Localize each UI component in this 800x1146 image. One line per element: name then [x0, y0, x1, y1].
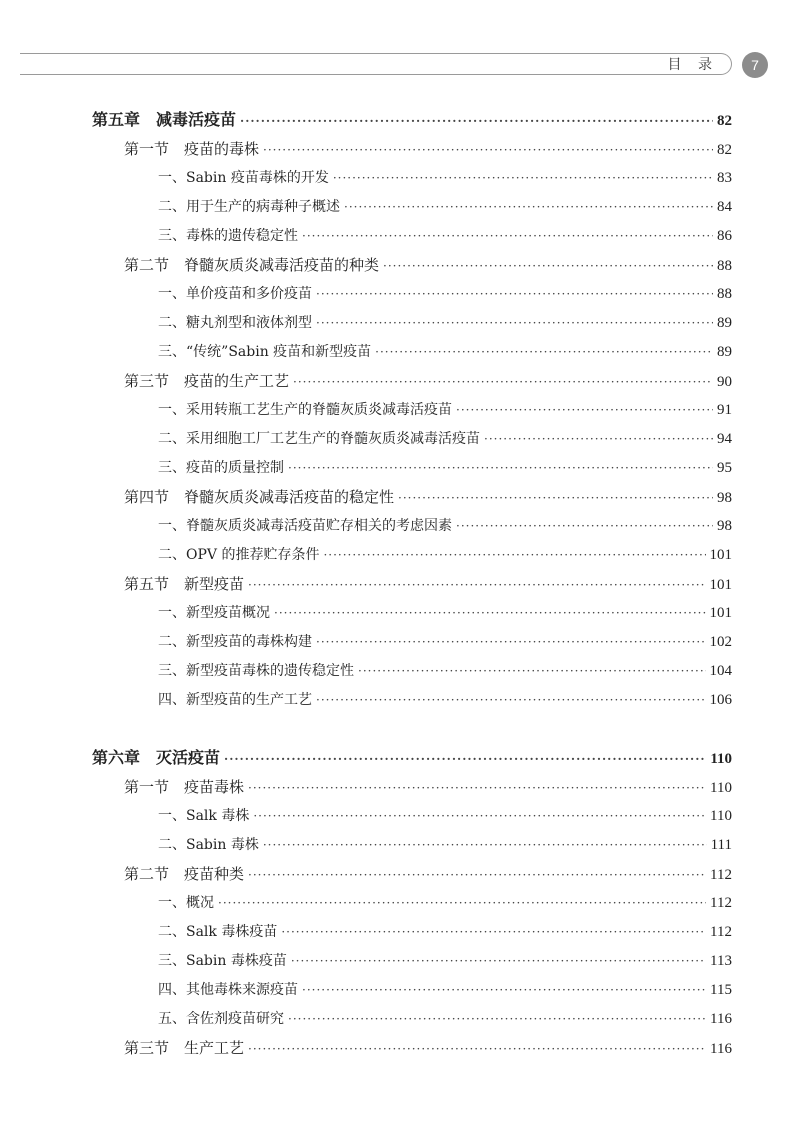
- toc-entry-title: 四、其他毒株来源疫苗: [158, 982, 298, 998]
- toc-entry-title: 一、概况: [158, 895, 214, 911]
- toc-entry-title: 一、采用转瓶工艺生产的脊髓灰质炎减毒活疫苗: [158, 402, 452, 418]
- toc-entry-sub: [158, 833, 732, 857]
- toc-entry-page: 94: [717, 431, 732, 447]
- dot-leader: [323, 543, 705, 567]
- dot-leader: [398, 486, 713, 510]
- toc-entry-title: 三、“传统”Sabin 疫苗和新型疫苗: [158, 344, 372, 360]
- dot-leader: [375, 340, 713, 364]
- dot-leader: [263, 138, 713, 162]
- toc-entry-title: 三、Sabin 毒株疫苗: [158, 953, 287, 969]
- dot-leader: [316, 311, 713, 335]
- header-rule: [20, 53, 732, 75]
- dot-leader: [248, 776, 706, 800]
- page-number-badge: 7: [742, 52, 768, 78]
- dot-leader: [248, 1037, 706, 1061]
- toc-entry-page: 101: [709, 605, 732, 621]
- toc-entry-title: 第三节 疫苗的生产工艺: [124, 372, 290, 390]
- toc-entry-page: 86: [717, 228, 732, 244]
- dot-leader: [274, 601, 706, 625]
- toc-entry-title: 二、新型疫苗的毒株构建: [158, 634, 312, 650]
- toc-entry-title: 第五节 新型疫苗: [124, 575, 245, 593]
- toc-entry-section: [124, 485, 732, 509]
- toc-entry-sub: [158, 311, 732, 335]
- toc-entry-sub: [158, 978, 732, 1002]
- dot-leader: [358, 659, 706, 683]
- toc-entry-sub: [158, 601, 732, 625]
- toc-entry-title: 第五章 减毒活疫苗: [92, 110, 237, 129]
- toc-entry-sub: [158, 891, 732, 915]
- toc-entry-sub: [158, 804, 732, 828]
- dot-leader: [248, 573, 705, 597]
- toc-entry-sub: [158, 224, 732, 248]
- toc-entry-page: 91: [717, 402, 732, 418]
- dot-leader: [316, 282, 713, 306]
- dot-leader: [316, 630, 706, 654]
- toc-entry-page: 84: [717, 199, 732, 215]
- toc-entry-title: 二、采用细胞工厂工艺生产的脊髓灰质炎减毒活疫苗: [158, 431, 480, 447]
- toc-entry-page: 112: [710, 867, 732, 883]
- toc-entry-title: 一、新型疫苗概况: [158, 605, 270, 621]
- toc-entry-page: 104: [709, 663, 732, 679]
- toc-entry-page: 95: [717, 460, 732, 476]
- toc-entry-sub: [158, 688, 732, 712]
- toc-entry-page: 102: [709, 634, 732, 650]
- dot-leader: [291, 949, 706, 973]
- dot-leader: [288, 456, 713, 480]
- toc-entry-sub: [158, 949, 732, 973]
- toc-entry-title: 四、新型疫苗的生产工艺: [158, 692, 312, 708]
- toc-entry-title: 第一节 疫苗的毒株: [124, 140, 260, 158]
- dot-leader: [293, 370, 713, 394]
- dot-leader: [263, 833, 707, 857]
- toc-entry-chapter: [92, 108, 732, 132]
- toc-entry-title: 三、疫苗的质量控制: [158, 460, 284, 476]
- toc-entry-sub: [158, 282, 732, 306]
- dot-leader: [302, 978, 706, 1002]
- toc-entry-title: 第三节 生产工艺: [124, 1039, 245, 1057]
- toc-entry-section: [124, 1036, 732, 1060]
- dot-leader: [456, 514, 713, 538]
- toc-entry-sub: [158, 1007, 732, 1031]
- toc-entry-chapter: [92, 746, 732, 770]
- toc-entry-sub: [158, 166, 732, 190]
- toc-entry-title: 二、Salk 毒株疫苗: [158, 924, 278, 940]
- toc-entry-page: 88: [717, 286, 732, 302]
- toc-entry-sub: [158, 456, 732, 480]
- toc-entry-page: 101: [709, 577, 732, 593]
- toc-entry-sub: [158, 630, 732, 654]
- toc-entry-section: [124, 137, 732, 161]
- toc-entry-page: 88: [717, 258, 732, 274]
- dot-leader: [383, 254, 713, 278]
- toc-entry-sub: [158, 920, 732, 944]
- toc-entry-title: 第六章 灭活疫苗: [92, 748, 221, 767]
- toc-entry-title: 五、含佐剂疫苗研究: [158, 1011, 284, 1027]
- dot-leader: [253, 804, 706, 828]
- toc-entry-title: 一、单价疫苗和多价疫苗: [158, 286, 312, 302]
- toc-entry-page: 82: [717, 142, 732, 158]
- toc-entry-title: 第四节 脊髓灰质炎减毒活疫苗的稳定性: [124, 488, 395, 506]
- toc-entry-sub: [158, 427, 732, 451]
- toc-entry-page: 83: [717, 170, 732, 186]
- toc-entry-section: [124, 862, 732, 886]
- toc-entry-section: [124, 775, 732, 799]
- toc-entry-page: 98: [717, 518, 732, 534]
- dot-leader: [316, 688, 706, 712]
- toc-entry-section: [124, 572, 732, 596]
- toc-entry-page: 106: [709, 692, 732, 708]
- toc-entry-section: [124, 253, 732, 277]
- dot-leader: [248, 863, 706, 887]
- toc-entry-title: 三、毒株的遗传稳定性: [158, 228, 298, 244]
- toc-entry-page: 101: [709, 547, 732, 563]
- toc-entry-page: 113: [710, 953, 732, 969]
- toc-entry-page: 111: [710, 837, 732, 853]
- toc-entry-title: 第二节 脊髓灰质炎减毒活疫苗的种类: [124, 256, 380, 274]
- dot-leader: [344, 195, 713, 219]
- toc-entry-page: 98: [717, 490, 732, 506]
- toc-entry-title: 一、Sabin 疫苗毒株的开发: [158, 170, 329, 186]
- toc-entry-sub: [158, 340, 732, 364]
- toc-entry-title: 第二节 疫苗种类: [124, 865, 245, 883]
- toc-entry-title: 一、Salk 毒株: [158, 808, 250, 824]
- toc-entry-section: [124, 369, 732, 393]
- toc-entry-title: 二、糖丸剂型和液体剂型: [158, 315, 312, 331]
- toc-entry-page: 90: [717, 374, 732, 390]
- dot-leader: [456, 398, 713, 422]
- toc-entry-page: 112: [710, 924, 732, 940]
- dot-leader: [302, 224, 713, 248]
- toc-entry-sub: [158, 514, 732, 538]
- toc-entry-title: 二、Sabin 毒株: [158, 837, 259, 853]
- toc-entry-sub: [158, 659, 732, 683]
- toc-entry-title: 第一节 疫苗毒株: [124, 778, 245, 796]
- toc-entry-sub: [158, 543, 732, 567]
- toc-entry-sub: [158, 398, 732, 422]
- dot-leader: [218, 891, 706, 915]
- dot-leader: [333, 166, 713, 190]
- toc-entry-sub: [158, 195, 732, 219]
- toc-entry-title: 二、OPV 的推荐贮存条件: [158, 547, 320, 563]
- dot-leader: [288, 1007, 706, 1031]
- toc-entry-page: 115: [710, 982, 732, 998]
- toc-entry-page: 116: [710, 1011, 732, 1027]
- toc-entry-title: 一、脊髓灰质炎减毒活疫苗贮存相关的考虑因素: [158, 518, 452, 534]
- toc-entry-page: 116: [710, 1041, 732, 1057]
- dot-leader: [484, 427, 713, 451]
- toc-entry-page: 110: [710, 780, 732, 796]
- dot-leader: [224, 747, 706, 771]
- toc-entry-page: 112: [710, 895, 732, 911]
- toc-entry-title: 三、新型疫苗毒株的遗传稳定性: [158, 663, 354, 679]
- dot-leader: [240, 109, 713, 133]
- running-header-title: 目 录: [667, 57, 718, 73]
- toc-entry-page: 82: [717, 113, 732, 129]
- dot-leader: [281, 920, 706, 944]
- toc-entry-title: 二、用于生产的病毒种子概述: [158, 199, 340, 215]
- toc-entry-page: 110: [710, 808, 732, 824]
- toc-entry-page: 89: [717, 315, 732, 331]
- toc-entry-page: 110: [710, 751, 732, 767]
- toc-entry-page: 89: [717, 344, 732, 360]
